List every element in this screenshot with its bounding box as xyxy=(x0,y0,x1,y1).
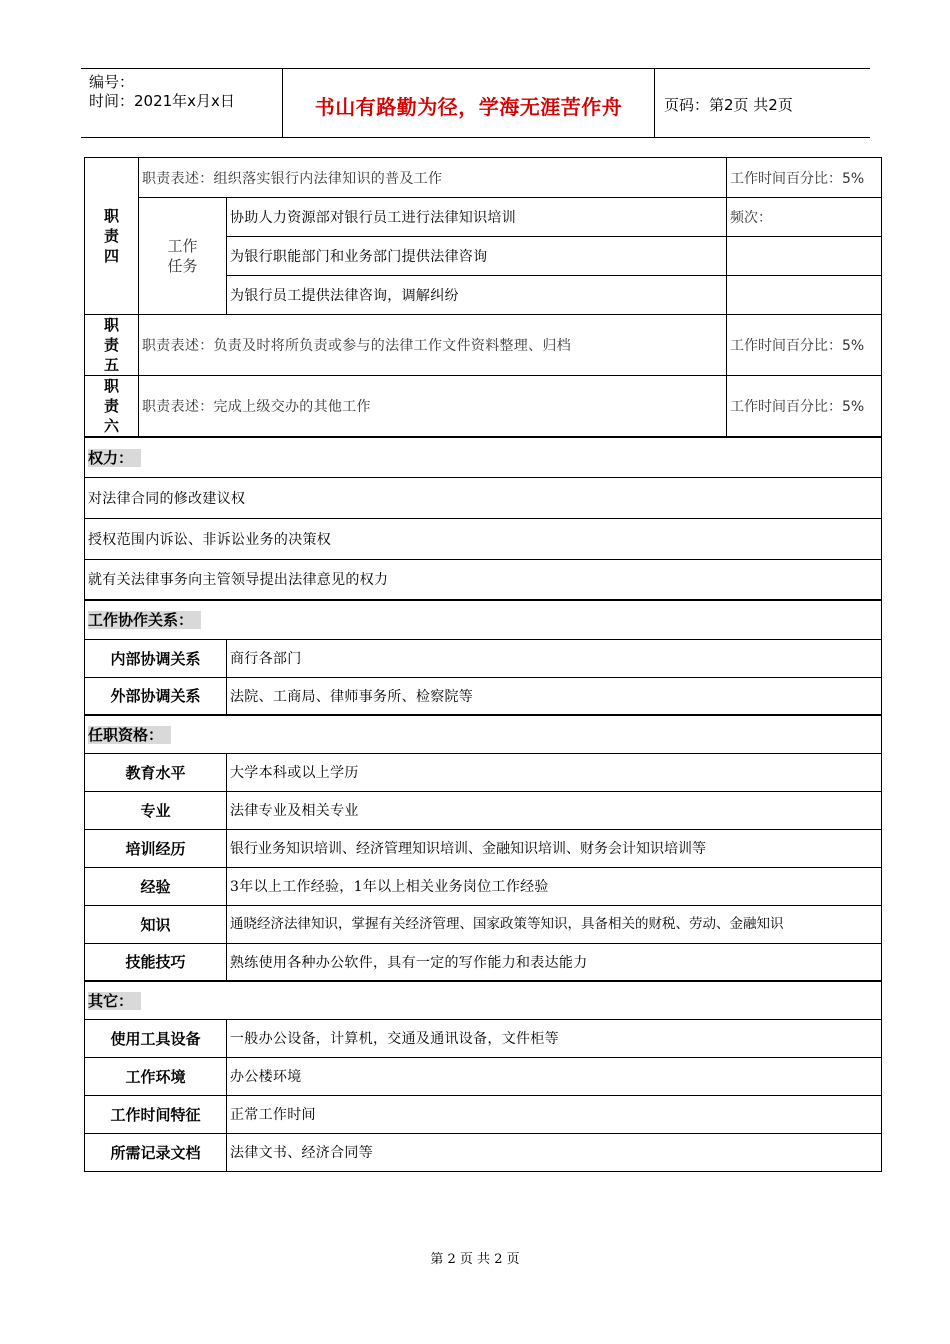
duty4-task-2: 为银行职能部门和业务部门提供法律咨询 xyxy=(227,237,727,276)
duty4-task-row xyxy=(85,198,882,237)
duty6-row xyxy=(85,376,882,438)
other-row xyxy=(85,1057,882,1095)
header-page-label: 页码：第2页 共2页 xyxy=(664,96,793,114)
relation-value: 商行各部门 xyxy=(227,639,882,677)
relation-row xyxy=(85,639,882,677)
qualification-row xyxy=(85,943,882,981)
other-row xyxy=(85,1133,882,1171)
duty4-frequency: 频次： xyxy=(727,198,882,237)
power-item: 对法律合同的修改建议权 xyxy=(85,477,882,518)
other-label: 工作环境 xyxy=(85,1057,227,1095)
qualification-row xyxy=(85,905,882,943)
doc-time-label: 时间：2021年x月x日 xyxy=(89,92,235,110)
qualification-row xyxy=(85,829,882,867)
other-label: 工作时间特征 xyxy=(85,1095,227,1133)
qualification-value: 大学本科或以上学历 xyxy=(227,753,882,791)
job-description-table xyxy=(84,157,882,1172)
duty5-description: 职责表述：负责及时将所负责或参与的法律工作文件资料整理、归档 xyxy=(139,315,727,376)
qualification-label: 专业 xyxy=(85,791,227,829)
duty5-label: 职 责 五 xyxy=(85,315,139,376)
qualification-label: 培训经历 xyxy=(85,829,227,867)
qualification-label: 技能技巧 xyxy=(85,943,227,981)
qualifications-title: 任职资格： xyxy=(85,715,882,753)
power-row xyxy=(85,518,882,559)
header-divider xyxy=(654,69,655,137)
header-motto: 书山有路勤为径，学海无涯苦作舟 xyxy=(314,95,623,119)
power-row xyxy=(85,477,882,518)
page-footer: 第 2 页 共 2 页 xyxy=(430,1252,520,1267)
other-row xyxy=(85,1019,882,1057)
other-value: 正常工作时间 xyxy=(227,1095,882,1133)
qualification-label: 知识 xyxy=(85,905,227,943)
powers-header-row xyxy=(85,437,882,477)
relation-label: 外部协调关系 xyxy=(85,677,227,715)
other-label: 所需记录文档 xyxy=(85,1133,227,1171)
duty6-percent: 工作时间百分比：5% xyxy=(727,376,882,438)
qualification-value: 熟练使用各种办公软件，具有一定的写作能力和表达能力 xyxy=(227,943,882,981)
relation-row xyxy=(85,677,882,715)
qualification-value: 通晓经济法律知识，掌握有关经济管理、国家政策等知识，具备相关的财税、劳动、金融知识 xyxy=(227,905,882,943)
qualification-row xyxy=(85,867,882,905)
other-value: 法律文书、经济合同等 xyxy=(227,1133,882,1171)
qualification-label: 教育水平 xyxy=(85,753,227,791)
qualification-row xyxy=(85,791,882,829)
other-value: 一般办公设备，计算机，交通及通讯设备，文件柜等 xyxy=(227,1019,882,1057)
relation-label: 内部协调关系 xyxy=(85,639,227,677)
doc-number-label: 编号： xyxy=(89,73,135,91)
power-row xyxy=(85,559,882,600)
duty4-desc-row xyxy=(85,158,882,198)
other-title: 其它： xyxy=(85,981,882,1019)
duty5-row xyxy=(85,315,882,376)
duty4-task-1: 协助人力资源部对银行员工进行法律知识培训 xyxy=(227,198,727,237)
empty-cell xyxy=(727,237,882,276)
duty4-task-3: 为银行员工提供法律咨询，调解纠纷 xyxy=(227,276,727,315)
power-item: 就有关法律事务向主管领导提出法律意见的权力 xyxy=(85,559,882,600)
qualifications-header-row xyxy=(85,715,882,753)
other-header-row xyxy=(85,981,882,1019)
duty6-label: 职 责 六 xyxy=(85,376,139,438)
qualification-value: 3年以上工作经验，1年以上相关业务岗位工作经验 xyxy=(227,867,882,905)
powers-title: 权力： xyxy=(85,437,882,477)
duty4-percent: 工作时间百分比：5% xyxy=(727,158,882,198)
duty5-percent: 工作时间百分比：5% xyxy=(727,315,882,376)
relations-title: 工作协作关系： xyxy=(85,600,882,639)
qualification-value: 银行业务知识培训、经济管理知识培训、金融知识培训、财务会计知识培训等 xyxy=(227,829,882,867)
relations-header-row xyxy=(85,600,882,639)
empty-cell xyxy=(727,276,882,315)
relation-value: 法院、工商局、律师事务所、检察院等 xyxy=(227,677,882,715)
duty6-description: 职责表述：完成上级交办的其他工作 xyxy=(139,376,727,438)
duty4-label: 职 责 四 xyxy=(85,158,139,315)
qualification-row xyxy=(85,753,882,791)
header-meta xyxy=(89,73,235,111)
other-value: 办公楼环境 xyxy=(227,1057,882,1095)
duty4-task-label: 工作 任务 xyxy=(139,198,227,315)
power-item: 授权范围内诉讼、非诉讼业务的决策权 xyxy=(85,518,882,559)
other-row xyxy=(85,1095,882,1133)
duty4-description: 职责表述：组织落实银行内法律知识的普及工作 xyxy=(139,158,727,198)
page-header xyxy=(81,68,870,138)
qualification-label: 经验 xyxy=(85,867,227,905)
qualification-value: 法律专业及相关专业 xyxy=(227,791,882,829)
other-label: 使用工具设备 xyxy=(85,1019,227,1057)
